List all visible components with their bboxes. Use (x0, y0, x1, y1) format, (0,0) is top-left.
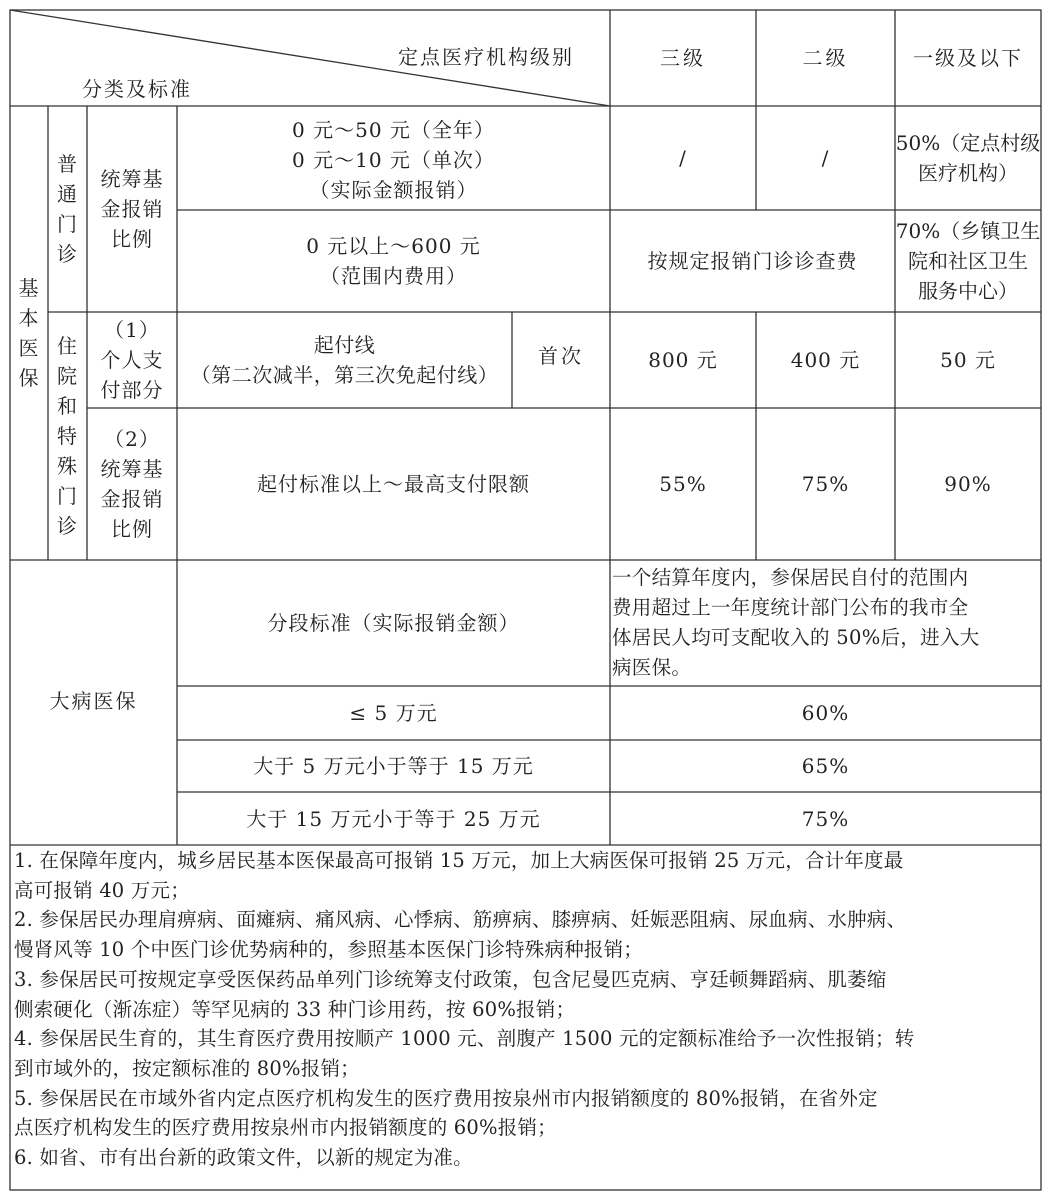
personal-payment-label: （1） 个人支 付部分 (100, 318, 164, 402)
note-1: 1. 在保障年度内，城乡居民基本医保最高可报销 15 万元，加上大病医保可报销 25 万元，合计年度最 高可报销 40 万元； (14, 849, 904, 902)
inpatient-fund-tier1: 90% (944, 472, 992, 496)
critical-row3-standard: 大于 15 万元小于等于 25 万元 (246, 806, 541, 831)
critical-row1-standard: ≤ 5 万元 (349, 701, 438, 725)
note-2: 2. 参保居民办理肩痹病、面瘫病、痛风病、心悸病、筋痹病、膝痹病、妊娠恶阻病、尿血病、水肿病、 慢肾风等 10 个中医门诊优势病种的，参照基本医保门诊特殊病种报销； (14, 908, 907, 962)
note-6: 6. 如省、市有出台新的政策文件，以新的规定为准。 (14, 1146, 473, 1170)
segment-description: 一个结算年度内，参保居民自付的范围内 费用超过上一年度统计部门公布的我市全 体居民人均可支配收入的 50%后，进入大 病医保。 (612, 566, 980, 679)
category-header: 分类及标准 (82, 77, 192, 101)
deductible-standard: 起付线 （第二次减半，第三次免起付线） (190, 333, 499, 387)
outpatient-row2-tier1: 70%（乡镇卫生 院和社区卫生 服务中心） (895, 219, 1041, 303)
inpatient-fund-standard: 起付标准以上～最高支付限额 (257, 472, 530, 496)
outpatient-fund-label: 统筹基 金报销 比例 (100, 167, 164, 251)
critical-row1-rate: 60% (801, 701, 850, 725)
note-5: 5. 参保居民在市域外省内定点医疗机构发生的医疗费用按泉州市内报销额度的 80%报销，在省外定 点医疗机构发生的医疗费用按泉州市内报销额度的 60%报销； (14, 1086, 878, 1140)
segment-standard-label: 分段标准（实际报销金额） (267, 611, 520, 635)
deductible-tier2: 400 元 (790, 348, 861, 372)
note-4: 4. 参保居民生育的，其生育医疗费用按顺产 1000 元、剖腹产 1500 元的定额标准给予一次性报销；转 到市域外的，按定额标准的 80%报销； (14, 1027, 915, 1080)
outpatient-row2-tier23: 按规定报销门诊诊查费 (647, 249, 858, 273)
deductible-tier1: 50 元 (940, 348, 996, 372)
notes-section (14, 846, 1040, 1173)
level-header: 定点医疗机构级别 (398, 45, 574, 69)
inpatient-label: 住 院 和 特 殊 门 诊 (57, 334, 78, 538)
col-tier1-header: 一级及以下 (913, 46, 1023, 70)
outpatient-row1-tier3: / (679, 146, 687, 170)
outpatient-label: 普 通 门 诊 (57, 152, 78, 266)
deductible-tier3: 800 元 (648, 348, 718, 372)
col-tier3-header: 三级 (660, 46, 706, 70)
inpatient-fund-tier3: 55% (659, 472, 707, 496)
critical-row2-rate: 65% (801, 754, 850, 778)
outpatient-row1-tier2: / (821, 146, 830, 170)
inpatient-fund-label: （2） 统筹基 金报销 比例 (100, 427, 164, 541)
inpatient-fund-tier2: 75% (801, 472, 850, 496)
first-time-label: 首次 (538, 344, 584, 368)
outpatient-row1-tier1: 50%（定点村级 医疗机构） (895, 131, 1041, 185)
basic-insurance-label: 基 本 医 保 (18, 276, 40, 390)
note-3: 3. 参保居民可按规定享受医保药品单列门诊统筹支付政策，包含尼曼匹克病、亨廷顿舞蹈病、肌萎缩 侧索硬化（渐冻症）等罕见病的 33 种门诊用药，按 60%报销； (14, 967, 887, 1021)
critical-row3-rate: 75% (801, 806, 850, 831)
outpatient-row1-standard: 0 元～50 元（全年） 0 元～10 元（单次） （实际金额报销） (292, 118, 495, 202)
col-tier2-header: 二级 (802, 46, 849, 70)
critical-illness-label: 大病医保 (49, 688, 138, 713)
outpatient-row2-standard: 0 元以上～600 元 （范围内费用） (306, 234, 481, 288)
critical-row2-standard: 大于 5 万元小于等于 15 万元 (253, 754, 534, 778)
